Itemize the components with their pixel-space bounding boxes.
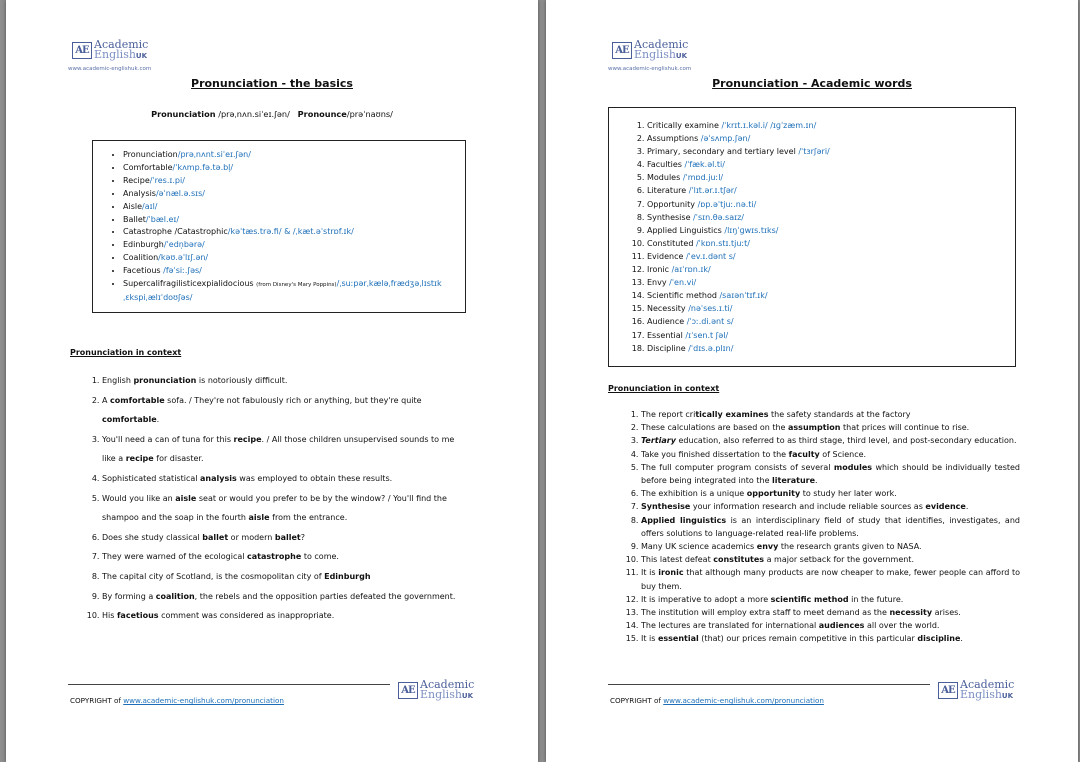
word-ipa: /ˈbæl.eɪ/ [145, 214, 180, 224]
sentence-keyword: tically examines [695, 410, 769, 419]
word-ipa: /ˈev.ɪ.dənt s/ [685, 251, 736, 261]
word-text: Edinburgh [123, 240, 164, 250]
sentence-text: is an interdisciplinary field of study that identifies, investigates, and offers solutions to language-related real-life problems. [641, 515, 1020, 538]
word-text: Essential [647, 330, 686, 340]
word-item [123, 188, 455, 201]
sentence-text: is notoriously difficult. [196, 376, 288, 385]
context-sentence [102, 430, 464, 469]
word-ipa: /əˈnæl.ə.sɪs/ [155, 188, 205, 198]
sentence-text: education, also referred to as third stage, third level, and post-secondary education. [675, 436, 1017, 446]
sentence-keyword: aisle [248, 513, 270, 523]
sentence-text: Many UK science academics [641, 542, 757, 552]
page-left [6, 0, 538, 762]
word-text: Synthesise [647, 212, 694, 222]
sentence-text: Would you like an [102, 493, 176, 503]
word-ipa: /aɪˈrɒn.ɪk/ [671, 265, 711, 275]
word-text: Facetious [123, 266, 164, 276]
word-item [647, 171, 1005, 184]
sentence-text: from the entrance. [269, 513, 348, 523]
word-ipa: /ˈkʌmp.fə.tə.bl̩/ [172, 162, 234, 172]
word-ipa: /saɪənˈtɪf.ɪk/ [719, 291, 768, 301]
context-sentence [102, 528, 464, 548]
sentence-text: This latest defeat [641, 555, 714, 565]
sentence-text: , the rebels and the opposition parties defeated the government. [194, 591, 456, 601]
sentence-keyword: envy [756, 542, 779, 552]
sentence-keyword: scientific method [770, 594, 849, 604]
context-sentence [102, 547, 464, 567]
sentence-keyword: Tertiary [641, 436, 676, 446]
word-item [647, 184, 1005, 197]
word-item [123, 175, 455, 188]
sentence-text: seat or would you prefer to be by the window? / You'll find the shampoo and the soap in the fourth [102, 493, 447, 523]
page-title: Pronunciation - Academic words [712, 77, 912, 90]
word-text: Pronunciation [123, 150, 178, 159]
sentence-text: The exhibition is a unique [641, 489, 747, 499]
word-item [647, 289, 1005, 302]
word-item [647, 211, 1005, 224]
word-item [647, 224, 1005, 237]
word-ipa: /ˈen.vi/ [669, 278, 697, 288]
context-sentence [641, 487, 1020, 500]
word-ipa: /ˈfæk.əl.ti/ [684, 160, 725, 170]
word-ipa: /ˈsɪn.θə.saɪz/ [693, 212, 744, 222]
context-sentence [641, 540, 1020, 553]
header-pronunciation-line [6, 109, 538, 119]
sentence-text: The report cri [641, 410, 696, 419]
word-item [647, 119, 1005, 132]
sentence-keyword: opportunity [746, 489, 801, 499]
word-ipa: /ˈmɒd.juːl/ [682, 173, 724, 183]
sentence-keyword: recipe [233, 434, 262, 444]
word-text: Scientific method [647, 291, 720, 301]
sentence-text: . [815, 476, 818, 486]
word-ipa: /prəˌnʌnt.siˈeɪ.ʃən/ [177, 150, 251, 159]
word-item [123, 162, 455, 175]
context-sentence [641, 434, 1020, 447]
sentence-text: or modern [228, 532, 275, 542]
word-text: Discipline [647, 343, 689, 353]
sentence-text: Sophisticated statistical [102, 473, 201, 483]
sentence-text: The institution will employ extra staff to meet demand as the [641, 608, 890, 618]
footer-copyright: COPYRIGHT of www.academic-englishuk.com/pronunciation [610, 696, 824, 705]
sentence-keyword: pronunciation [133, 376, 197, 385]
sentence-keyword: analysis [200, 473, 237, 483]
word-item [647, 263, 1005, 276]
word-item [647, 342, 1005, 355]
sentence-text: comment was considered as inappropriate. [158, 611, 335, 621]
sentence-keyword: constitutes [713, 555, 765, 565]
word-text: Ironic [647, 265, 672, 275]
context-sentence [641, 593, 1020, 606]
context-sentences [84, 371, 464, 626]
word-text: Analysis [123, 188, 156, 198]
context-sentences [622, 408, 1020, 646]
word-text: Audience [647, 317, 687, 327]
word-item [123, 278, 455, 305]
context-sentence [641, 500, 1020, 513]
sentence-text: was employed to obtain these results. [236, 473, 393, 483]
sentence-text: . [965, 502, 969, 512]
context-sentence [641, 619, 1020, 632]
sentence-keyword: Synthesise [641, 502, 691, 512]
sentence-text: It is [641, 568, 659, 578]
context-sentence [102, 587, 464, 607]
word-ipa: /fəˈsiː.ʃəs/ [163, 266, 202, 276]
logo-uk: UK [135, 52, 148, 60]
logo-url: www.academic-englishuk.com [608, 66, 692, 72]
word-item [123, 226, 455, 239]
sentence-text: in the future. [848, 594, 904, 604]
sentence-text: . [156, 415, 160, 425]
word-ipa: /lɪŋˈɡwɪs.tɪks/ [724, 225, 779, 235]
sentence-keyword: aisle [175, 493, 197, 503]
word-item [123, 239, 455, 252]
sentence-text: arises. [932, 608, 961, 618]
sentence-keyword: assumption [788, 423, 841, 433]
sentence-text: They were warned of the ecological [102, 552, 248, 562]
sentence-text: Does she study classical [102, 532, 203, 542]
word-text: Recipe [123, 175, 150, 185]
word-item [647, 198, 1005, 211]
sentence-keyword: evidence [925, 502, 966, 512]
word-note: (from Disney's Mary Poppins) [256, 282, 337, 289]
context-sentence [641, 606, 1020, 619]
sentence-text: . / All those children unsupervised sounds to me like a [102, 434, 455, 464]
context-sentence [641, 632, 1020, 645]
word-item [647, 302, 1005, 315]
word-ipa: /ˈkrɪt.ɪ.kəl.i/ /ɪɡˈzæm.ɪn/ [721, 121, 817, 130]
word-list-box [608, 107, 1016, 367]
footer-logo: AE Academic EnglishUK [938, 680, 1014, 701]
sentence-text: English [102, 376, 134, 385]
word-ipa: /ˈdɪs.ə.plɪn/ [688, 343, 734, 353]
logo-line2: English [94, 48, 136, 61]
header-word-1: Pronunciation [151, 109, 216, 119]
sentence-text: It is imperative to adopt a more [641, 594, 771, 604]
word-item [647, 250, 1005, 263]
sentence-keyword: comfortable [110, 395, 165, 405]
word-ipa: /əˈsʌmp.ʃən/ [700, 134, 751, 144]
word-item [647, 237, 1005, 250]
academic-english-logo [72, 40, 148, 61]
context-sentence [641, 566, 1020, 592]
word-text: Literature [647, 186, 689, 196]
sentence-keyword: ballet [274, 532, 301, 542]
word-item [123, 201, 455, 214]
context-sentence [102, 371, 464, 391]
footer-logo: AE Academic EnglishUK [398, 680, 474, 701]
context-sentence [641, 461, 1020, 487]
sentence-text: It is [641, 634, 658, 644]
sentence-text: a major setback for the government. [764, 555, 914, 565]
sentence-text: to study her later work. [800, 489, 897, 499]
word-text: Primary, secondary and tertiary level [647, 147, 799, 157]
sentence-text: ? [300, 532, 305, 542]
word-ipa: /ɒp.əˈtjuː.nə.ti/ [697, 199, 757, 209]
word-list [123, 149, 455, 305]
sentence-text: (that) our prices remain competitive in this particular [698, 634, 918, 644]
sentence-text: The capital city of Scotland, is the cosmopolitan city of [102, 571, 325, 581]
word-ipa: /ˈtɜrʃəri/ [798, 147, 830, 157]
sentence-keyword: facetious [116, 611, 159, 621]
word-list [631, 119, 1005, 355]
sentence-text: The full computer program consists of several [641, 462, 834, 472]
word-text: Critically examine [647, 121, 722, 130]
sentence-keyword: ironic [658, 568, 684, 578]
sentence-keyword: audiences [818, 621, 865, 631]
word-text: Necessity [647, 304, 689, 314]
logo-uk: UK [675, 52, 688, 60]
logo-line1: Academic [94, 38, 149, 51]
sentence-text: for disaster. [153, 454, 204, 464]
sentence-keyword: coalition [155, 591, 195, 601]
word-text: Opportunity [647, 199, 698, 209]
sentence-keyword: Edinburgh [324, 571, 371, 581]
sentence-keyword: necessity [889, 608, 933, 618]
context-sentence [102, 567, 464, 587]
word-ipa: /ˈlɪt.ər.ɪ.tʃər/ [688, 186, 737, 196]
word-text: Faculties [647, 160, 685, 170]
sentence-keyword: discipline [917, 634, 961, 644]
word-item [647, 132, 1005, 145]
word-text: Evidence [647, 251, 686, 261]
header-word-2: Pronounce [297, 109, 347, 119]
sentence-keyword: Applied linguistics [641, 515, 727, 525]
context-heading: Pronunciation in context [70, 348, 182, 357]
sentence-keyword: catastrophe [247, 552, 302, 562]
context-sentence [102, 606, 464, 626]
footer-divider [68, 684, 390, 685]
page-right [546, 0, 1078, 762]
sentence-text: of Science. [819, 449, 867, 459]
sentence-text: These calculations are based on the [641, 423, 789, 433]
word-text: Ballet [123, 214, 146, 224]
word-ipa: /ˈkɒn.stɪ.tjuːt/ [695, 238, 750, 248]
context-sentence [641, 421, 1020, 434]
word-ipa: /ˌsuːpərˌkæləˌfrædʒəˌlɪstɪkˌɛkspiˌælɪˈdoʊʃəs/ [123, 279, 442, 302]
sentence-text: to come. [301, 552, 339, 562]
sentence-text: A [102, 395, 111, 405]
word-ipa: /ˈres.ɪ.pi/ [149, 175, 185, 185]
sentence-text: that prices will continue to rise. [840, 423, 970, 433]
context-sentence [641, 553, 1020, 566]
sentence-text: Take you finished dissertation to the [641, 449, 789, 459]
sentence-keyword: essential [657, 634, 699, 644]
sentence-keyword: comfortable [102, 415, 157, 425]
sentence-text: You'll need a can of tuna for this [102, 434, 234, 444]
logo-mark: AE [612, 42, 632, 59]
context-sentence [641, 514, 1020, 540]
sentence-keyword: literature [772, 476, 816, 486]
word-text: Aisle [123, 201, 143, 211]
header-ipa-1: /prəˌnʌn.siˈeɪ.ʃən/ [218, 109, 290, 119]
sentence-text: . [960, 634, 963, 644]
sentence-text: the research grants given to NASA. [778, 542, 922, 552]
academic-english-logo [612, 40, 688, 61]
word-item [123, 252, 455, 265]
sentence-text: that although many products are now cheaper to make, fewer people can afford to buy them. [641, 568, 1020, 591]
word-text: Modules [647, 173, 683, 183]
word-item [647, 145, 1005, 158]
logo-line2: English [634, 48, 676, 61]
sentence-keyword: recipe [125, 454, 154, 464]
sentence-text: The lectures are translated for international [641, 621, 819, 631]
context-sentence [641, 448, 1020, 461]
word-item [123, 149, 455, 162]
word-text: Comfortable [123, 162, 173, 172]
header-ipa-2: /prəˈnaʊns/ [346, 109, 393, 119]
sentence-keyword: modules [833, 462, 873, 472]
word-ipa: /aɪl/ [142, 201, 158, 211]
word-text: Supercalifragilisticexpialidocious [123, 279, 257, 289]
word-text: Applied Linguistics [647, 225, 725, 235]
context-sentence [102, 469, 464, 489]
sentence-text: your information research and include reliable sources as [690, 502, 926, 512]
sentence-text: all over the world. [864, 621, 940, 631]
context-heading: Pronunciation in context [608, 384, 720, 393]
word-item [123, 265, 455, 278]
logo-mark: AE [72, 42, 92, 59]
footer-link[interactable]: www.academic-englishuk.com/pronunciation [123, 696, 284, 705]
footer-copyright: COPYRIGHT of www.academic-englishuk.com/pronunciation [70, 696, 284, 705]
word-ipa: /ˈedn̩bərə/ [163, 240, 205, 250]
word-item [123, 214, 455, 227]
context-sentence [641, 408, 1020, 421]
word-item [647, 329, 1005, 342]
word-list-box [92, 140, 466, 313]
word-ipa: /kəʊ.əˈlɪʃ.ən/ [158, 253, 209, 263]
word-ipa: /kəˈtæs.trə.fi/ & /ˌkæt.əˈstrɒf.ɪk/ [227, 227, 354, 237]
word-text: Coalition [123, 253, 159, 263]
sentence-keyword: ballet [202, 532, 229, 542]
word-item [647, 315, 1005, 328]
logo-url: www.academic-englishuk.com [68, 66, 152, 72]
sentence-keyword: faculty [788, 449, 820, 459]
context-sentence [102, 489, 464, 528]
footer-divider [608, 684, 930, 685]
word-text: Constituted [647, 238, 696, 248]
page-title: Pronunciation - the basics [191, 77, 353, 90]
sentence-text: the safety standards at the factory [768, 410, 911, 419]
word-text: Envy [647, 278, 670, 288]
footer-link[interactable]: www.academic-englishuk.com/pronunciation [663, 696, 824, 705]
word-ipa: /ˈɔː.di.ənt s/ [686, 317, 734, 327]
context-sentence [102, 391, 464, 430]
word-item [647, 276, 1005, 289]
sentence-text: which should be individually tested before being integrated into the [641, 462, 1021, 486]
word-ipa: /nəˈses.ɪ.ti/ [688, 304, 733, 314]
sentence-text: His [102, 611, 117, 621]
logo-line1: Academic [634, 38, 689, 51]
word-text: Assumptions [647, 134, 701, 144]
word-ipa: /ɪˈsen.t ʃəl/ [685, 330, 729, 340]
word-item [647, 158, 1005, 171]
sentence-text: sofa. / They're not fabulously rich or anything, but they're quite [164, 395, 422, 405]
word-text: Catastrophe /Catastrophic [123, 227, 228, 237]
sentence-text: By forming a [102, 591, 156, 601]
